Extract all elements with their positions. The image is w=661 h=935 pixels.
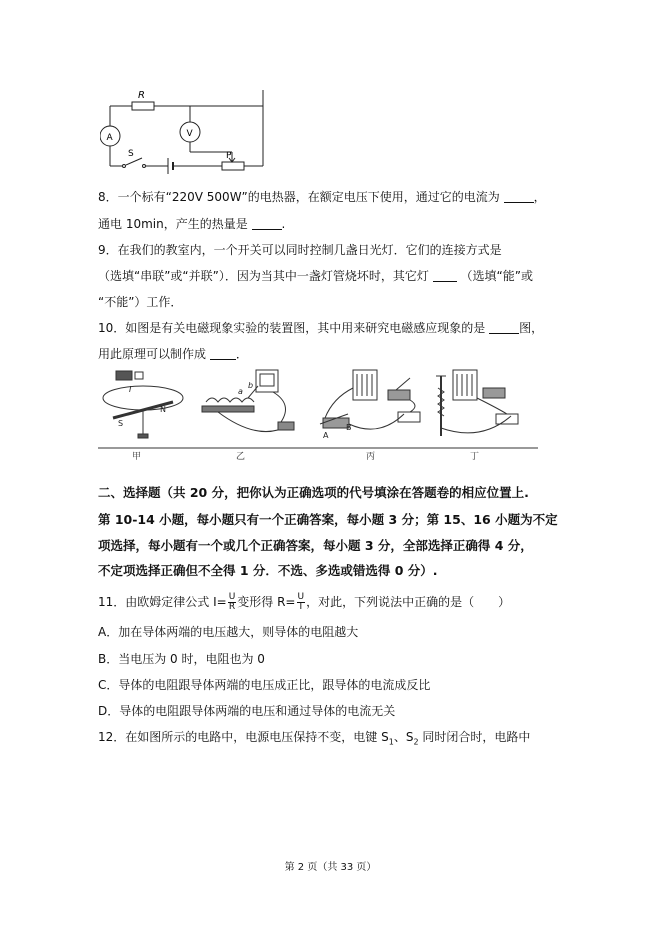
- label-a: A: [106, 133, 113, 143]
- section2-line4: 不定项选择正确但不全得 1 分．不选、多选或错选得 0 分）.: [98, 563, 438, 578]
- q9-line2: （选填“串联”或“并联”）．因为当其中一盏灯管烧坏时，其它灯 （选填“能”或: [98, 269, 533, 283]
- label-s: S: [128, 149, 134, 159]
- figure-bing: [320, 370, 420, 429]
- switch-s: [126, 158, 142, 165]
- q12-stem: 12．在如图所示的电路中，电源电压保持不变，电键 $S_1$、$S_2$ 同时闭合时，电路中: [98, 730, 531, 747]
- label-bing: 丙: [366, 452, 376, 460]
- fraction-u-over-r: $\frac{U}{R}$: [228, 592, 236, 612]
- mark-n: N: [160, 405, 166, 414]
- q10-line1: 10．如图是有关电磁现象实验的装置图，其中用来研究电磁感应现象的是 图，: [98, 321, 544, 335]
- figure-jia: [103, 371, 183, 438]
- section2-line1: 二、选择题（共 20 分，把你认为正确选项的代号填涂在答题卷的相应位置上.: [98, 485, 529, 500]
- mark-a2: A: [323, 431, 329, 440]
- mark-s: S: [118, 419, 124, 428]
- mark-i: I: [129, 385, 132, 394]
- q8-line1: 8．一个标有“220V 500W”的电热器，在额定电压下使用，通过它的电流为 ，: [98, 190, 546, 204]
- q9-line1: 9．在我们的教室内，一个开关可以同时控制几盏日光灯．它们的连接方式是: [98, 243, 502, 257]
- label-v: V: [186, 129, 193, 139]
- label-r: R: [138, 90, 145, 101]
- circuit-diagram-top: [100, 86, 270, 176]
- q8-blank-heat[interactable]: [252, 217, 282, 230]
- q8-blank-current[interactable]: [504, 190, 534, 203]
- q11-stem: 11．由欧姆定律公式 I= $\frac{U}{R}$ 变形得 R= $\frac{U}{I}$ ，对此，下列说法中正确的是（ ）: [98, 592, 511, 612]
- q10-blank-figure[interactable]: [489, 321, 519, 334]
- section2-line2: 第 10-14 小题，每小题只有一个正确答案，每小题 3 分；第 15、16 小题为不定: [98, 512, 558, 527]
- mark-b: b: [248, 381, 254, 390]
- fraction-u-over-i: $\frac{U}{I}$: [297, 592, 305, 612]
- section2-line3: 项选择，每小题有一个或几个正确答案，每小题 3 分，全部选择正确得 4 分，: [98, 538, 533, 553]
- label-p: P: [226, 151, 232, 161]
- q8-line2: 通电 10min，产生的热量是 .: [98, 217, 286, 231]
- figure-ding: [436, 370, 518, 436]
- q11-option-d[interactable]: D．导体的电阻跟导体两端的电压和通过导体的电流无关: [98, 704, 396, 718]
- q11-option-b[interactable]: B．当电压为 0 时，电阻也为 0: [98, 652, 265, 666]
- q10-blank-device[interactable]: [210, 347, 236, 360]
- figure-yi: [202, 370, 294, 432]
- q10-line2: 用此原理可以制作成 ．: [98, 347, 248, 361]
- mark-a: a: [238, 387, 243, 396]
- label-jia: 甲: [132, 452, 142, 460]
- resistor-r: [132, 102, 154, 110]
- q9-line3: “不能”）工作．: [98, 295, 183, 309]
- label-yi: 乙: [236, 452, 246, 460]
- q11-option-a[interactable]: A．加在导体两端的电压越大，则导体的电阻越大: [98, 625, 359, 639]
- label-ding: 丁: [470, 452, 480, 460]
- page-footer: 第 2 页（共 33 页）: [284, 862, 377, 873]
- q9-blank-lamps[interactable]: [433, 269, 457, 282]
- mark-b2: B: [346, 423, 352, 432]
- electromagnetism-figures: [98, 368, 538, 460]
- q11-option-c[interactable]: C．导体的电阻跟导体两端的电压成正比，跟导体的电流成反比: [98, 678, 431, 692]
- rheostat-p: [222, 162, 244, 170]
